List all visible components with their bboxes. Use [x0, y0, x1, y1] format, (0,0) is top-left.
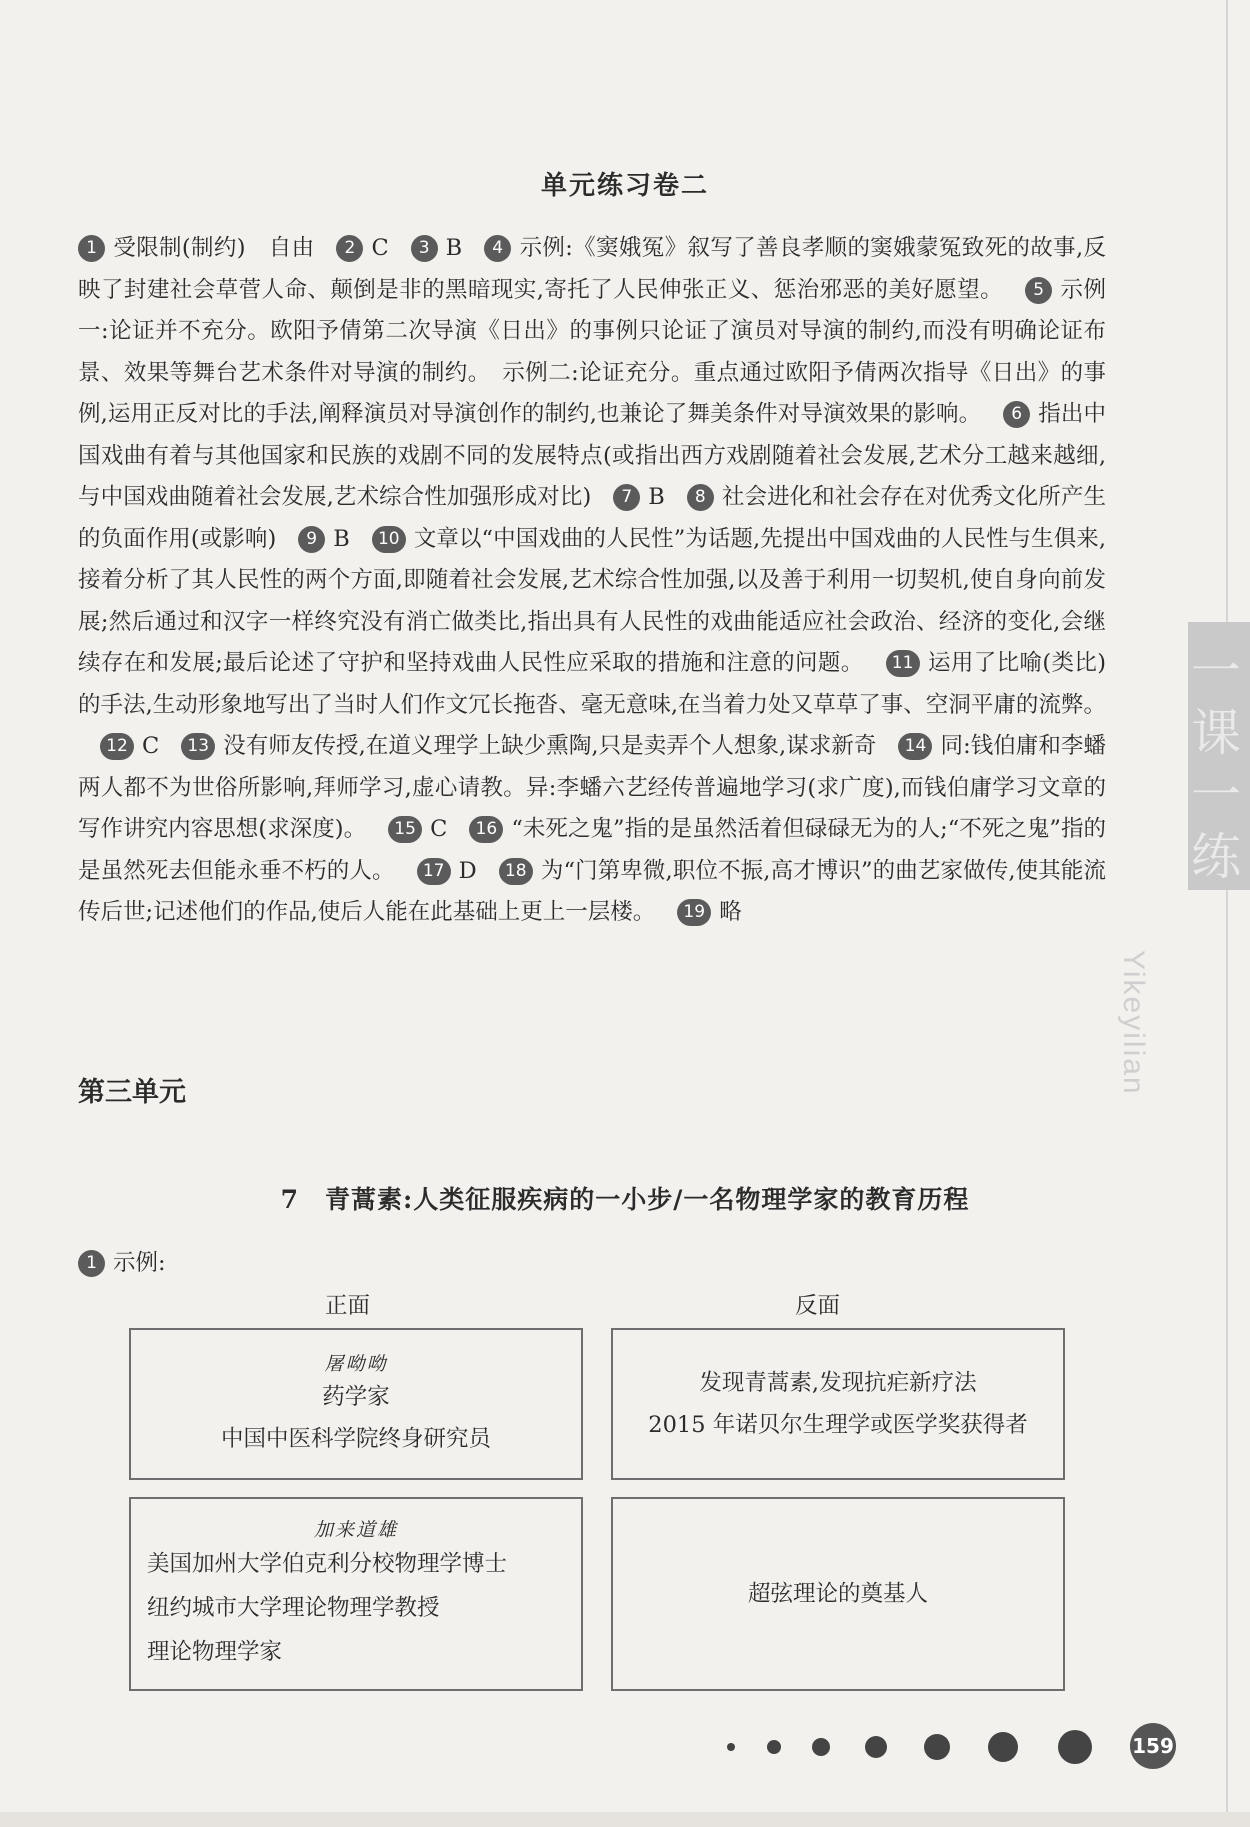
answer-text: C: [371, 235, 389, 261]
card-line: 超弦理论的奠基人: [747, 1581, 928, 1607]
question-number-badge: 3: [411, 235, 438, 262]
question-number-badge: 11: [886, 650, 920, 677]
answer-item: [613, 484, 665, 510]
answer-item: [411, 235, 463, 261]
handwritten-name: 加来道雄: [313, 1518, 398, 1541]
answer-text: B: [445, 235, 463, 261]
question-number-badge: 15: [388, 816, 422, 843]
answer-item: [677, 899, 742, 925]
card-line: 美国加州大学伯克利分校物理学博士: [147, 1550, 508, 1577]
dot-icon: [767, 1740, 781, 1754]
answer-item: [78, 235, 314, 261]
card-line: 中国中医科学院终身研究员: [220, 1425, 491, 1452]
question-number-badge: 10: [372, 526, 406, 553]
question-number-badge: 13: [181, 733, 215, 760]
question-number-badge: 18: [499, 858, 533, 885]
answer-text: 指出中国戏曲有着与其他国家和民族的戏剧不同的发展特点(或指出西方戏剧随着社会发展,艺术分工越来越细,与中国戏曲随着社会发展,艺术综合性加强形成对比): [78, 401, 1106, 510]
answer-text: 略: [719, 899, 742, 925]
answer-text: 示例一:论证并不充分。欧阳予倩第二次导演《日出》的事例只论证了演员对导演的制约,而没有明确论证布景、效果等舞台艺术条件对导演的制约。 示例二:论证充分。重点通过欧阳予倩两次指导《日出》的事例,运用正反对比的手法,阐释演员对导演创作的制约,也兼论了舞美条件对导演效果的影响。: [78, 276, 1106, 427]
lesson-title: 7 青蒿素:人类征服疾病的一小步/一名物理学家的教育历程: [280, 1185, 970, 1214]
answer-text: 受限制(制约) 自由: [113, 235, 315, 261]
answer-text: 为“门第卑微,职位不振,高才博识”的曲艺家做传,使其能流传后世;记述他们的作品,使后人能在此基础上更上一层楼。: [78, 857, 1106, 925]
question-number-badge: 17: [417, 858, 451, 885]
unit-title: 单元练习卷二: [540, 171, 709, 201]
question-number-badge: 6: [1003, 401, 1030, 428]
answer-text: 同:钱伯庸和李蟠两人都不为世俗所影响,拜师学习,虚心请教。异:李蟠六艺经传普遍地学习(求广度),而钱伯庸学习文章的写作讲究内容思想(求深度)。: [78, 733, 1106, 842]
example-label: 示例:: [113, 1250, 166, 1276]
dot-icon: [1058, 1730, 1092, 1764]
example-line: [78, 1245, 166, 1277]
answer-text: C: [142, 733, 160, 759]
answer-text: 运用了比喻(类比)的手法,生动形象地写出了当时人们作文冗长拖沓、毫无意味,在当着力处又草草了事、空洞平庸的流弊。: [78, 650, 1106, 718]
card-kaku-front: [129, 1497, 583, 1691]
question-number-badge: 1: [78, 235, 105, 262]
answer-item: [336, 235, 388, 261]
card-line: 药学家: [322, 1383, 390, 1410]
answer-text: 社会进化和社会存在对优秀文化所产生的负面作用(或影响): [78, 484, 1106, 552]
dot-icon: [924, 1734, 950, 1760]
dot-icon: [812, 1738, 830, 1756]
dot-icon: [727, 1743, 735, 1751]
side-tab-text: 一课一练: [1191, 642, 1241, 886]
decorative-dots: [720, 1728, 1140, 1768]
answer-item: [100, 733, 159, 759]
side-tab-pinyin: Yikeyilian: [1117, 950, 1150, 1096]
card-line: 2015 年诺贝尔生理学或医学奖获得者: [648, 1412, 1028, 1438]
answer-text: B: [648, 484, 665, 510]
question-number-badge: 16: [469, 816, 503, 843]
answer-text: 示例:《窦娥冤》叙写了善良孝顺的窦娥蒙冤致死的故事,反映了封建社会草菅人命、颠倒是非的黑暗现实,寄托了人民伸张正义、惩治邪恶的美好愿望。: [78, 235, 1107, 303]
answer-item: [417, 858, 477, 884]
dot-icon: [865, 1736, 887, 1758]
answer-item: [388, 816, 447, 842]
question-number-badge: 8: [687, 484, 714, 511]
page-edge: [1226, 0, 1228, 1827]
card-line: 发现青蒿素,发现抗疟新疗法: [699, 1370, 977, 1396]
page-number: 159: [1130, 1723, 1176, 1769]
question-number-badge: 5: [1025, 277, 1052, 304]
answer-text: D: [458, 857, 477, 884]
question-number-badge: 9: [298, 526, 325, 553]
card-tu-front: [129, 1328, 583, 1480]
answer-text: “未死之鬼”指的是虽然活着但碌碌无为的人;“不死之鬼”指的是虽然死去但能永垂不朽的人。: [78, 816, 1107, 884]
answer-text: B: [333, 525, 350, 552]
question-number-badge: 12: [100, 733, 134, 760]
answer-block: [78, 228, 1106, 934]
question-number-badge: 4: [484, 235, 511, 262]
column-label-back: 反面: [795, 1293, 841, 1319]
dot-icon: [988, 1732, 1018, 1762]
answer-item: [298, 526, 350, 552]
answer-text: 没有师友传授,在道义理学上缺少熏陶,只是卖弄个人想象,谋求新奇: [223, 733, 877, 759]
handwritten-name: 屠呦呦: [324, 1352, 388, 1375]
answer-text: C: [430, 816, 448, 842]
answer-item: [181, 733, 876, 759]
question-number-badge: 1: [78, 1250, 105, 1277]
card-kaku-back: [611, 1497, 1065, 1691]
section-title: 第三单元: [78, 1077, 186, 1108]
card-tu-back: [611, 1328, 1065, 1480]
card-line: 理论物理学家: [147, 1638, 283, 1665]
question-number-badge: 19: [677, 899, 711, 926]
question-number-badge: 2: [336, 235, 363, 262]
column-label-front: 正面: [325, 1293, 371, 1319]
answer-text: 文章以“中国戏曲的人民性”为话题,先提出中国戏曲的人民性与生俱来,接着分析了其人民性的两个方面,即随着社会发展,艺术综合性加强,以及善于利用一切契机,使自身向前发展;然后通过和汉字一样终究没有消亡做类比,指出具有人民性的戏曲能适应社会政治、经济的变化,会继续存在和发展;最后论述了守护和坚持戏曲人民性应采取的措施和注意的问题。: [78, 525, 1106, 676]
card-line: 纽约城市大学理论物理学教授: [147, 1594, 440, 1621]
page-bottom-edge: [0, 1812, 1250, 1827]
question-number-badge: 14: [898, 733, 932, 760]
question-number-badge: 7: [613, 484, 640, 511]
